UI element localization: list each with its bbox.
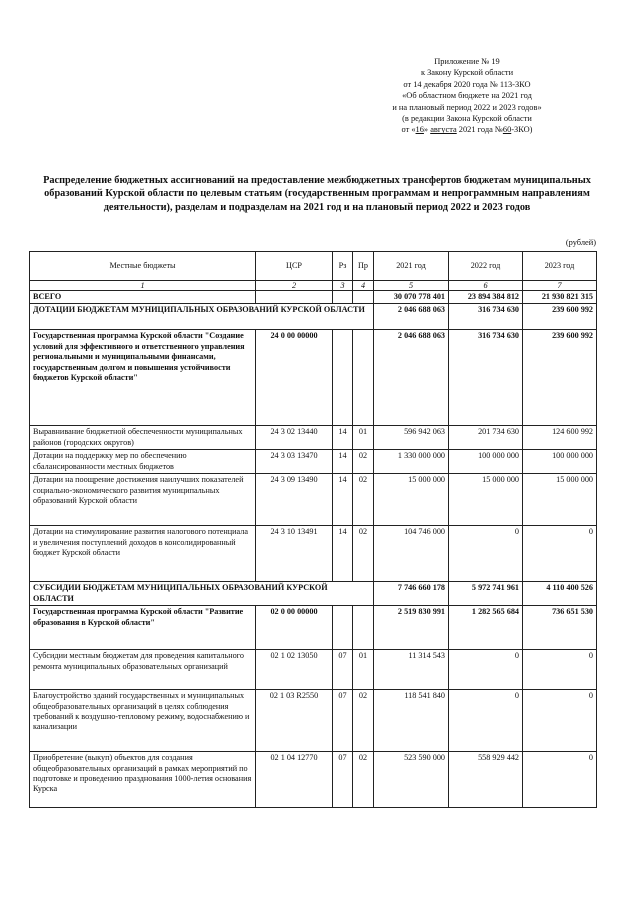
table-row [30,650,597,690]
cell-2022: 15 000 000 [449,474,523,526]
cell-2021: 30 070 778 401 [374,291,449,304]
cell-2021: 2 519 830 991 [374,606,449,650]
cell-2022: 316 734 630 [449,330,523,426]
cell-rz [333,330,353,426]
amendment-year: 2021 года № [456,125,503,135]
column-number: 5 [374,281,449,291]
cell-2023: 0 [523,690,597,752]
table-row [30,690,597,752]
cell-2021: 1 330 000 000 [374,450,449,474]
cell-2023: 4 110 400 526 [523,582,597,606]
cell-name: Государственная программа Курской области "Создание условий для эффективного и ответственного управления региональными и муниципальными финансами, государственным долгом и повышения устойчивости бюджетов Курской области" [30,330,256,426]
cell-2022: 0 [449,526,523,582]
header-csr: ЦСР [256,252,333,281]
cell-csr: 02 1 03 R2550 [256,690,333,752]
table-row [30,450,597,474]
cell-pr [353,606,374,650]
cell-2023: 0 [523,752,597,808]
column-number: 1 [30,281,256,291]
cell-rz: 07 [333,650,353,690]
cell-2022: 0 [449,650,523,690]
cell-csr: 24 3 09 13490 [256,474,333,526]
cell-2022: 100 000 000 [449,450,523,474]
column-numbers-row [30,281,597,291]
cell-name: ДОТАЦИИ БЮДЖЕТАМ МУНИЦИПАЛЬНЫХ ОБРАЗОВАНИЙ КУРСКОЙ ОБЛАСТИ [30,304,374,330]
cell-rz: 07 [333,752,353,808]
cell-2023: 239 600 992 [523,330,597,426]
cell-2021: 118 541 840 [374,690,449,752]
cell-2021: 2 046 688 063 [374,304,449,330]
cell-name: Дотации на поддержку мер по обеспечению сбалансированности местных бюджетов [30,450,256,474]
appendix-line: от 14 декабря 2020 года № 113-ЗКО [403,79,531,89]
column-number: 4 [353,281,374,291]
column-number: 3 [333,281,353,291]
table-header-row [30,252,597,281]
cell-2021: 596 942 063 [374,426,449,450]
cell-csr: 02 0 00 00000 [256,606,333,650]
amendment-day: 16 [415,125,424,135]
cell-rz [333,606,353,650]
cell-csr [256,291,333,304]
appendix-line: (в редакции Закона Курской области [402,114,532,124]
cell-csr: 02 1 04 12770 [256,752,333,808]
appendix-line: Приложение № 19 [434,57,500,66]
cell-2023: 15 000 000 [523,474,597,526]
cell-2022: 23 894 384 812 [449,291,523,304]
header-2022: 2022 год [449,252,523,281]
cell-name: Благоустройство зданий государственных и муниципальных общеобразовательных организаций в целях соблюдения требований к воздушно-тепловому режиму, водоснабжению и канализации [30,690,256,752]
cell-2023: 100 000 000 [523,450,597,474]
table-row [30,752,597,808]
cell-2021: 15 000 000 [374,474,449,526]
amendment-suffix: -ЗКО) [511,125,533,135]
cell-pr: 02 [353,690,374,752]
cell-2023: 124 600 992 [523,426,597,450]
cell-rz: 14 [333,450,353,474]
table-row [30,304,597,330]
cell-name: Выравнивание бюджетной обеспеченности муниципальных районов (городских округов) [30,426,256,450]
amendment-prefix: от « [401,125,416,135]
table-row [30,526,597,582]
cell-pr [353,291,374,304]
cell-name: Субсидии местным бюджетам для проведения капитального ремонта муниципальных образовательных организаций [30,650,256,690]
cell-2022: 5 972 741 961 [449,582,523,606]
budget-table [29,251,597,808]
table-row [30,330,597,426]
cell-2023: 21 930 821 315 [523,291,597,304]
cell-2022: 558 929 442 [449,752,523,808]
cell-pr [353,330,374,426]
amendment-mid: » [423,125,431,135]
cell-csr: 02 1 02 13050 [256,650,333,690]
amendment-month: августа [430,125,457,135]
table-row [30,606,597,650]
table-row [30,474,597,526]
appendix-line: и на плановый период 2022 и 2023 годов» [392,102,542,112]
table-body [30,291,597,808]
appendix-line: «Об областном бюджете на 2021 год [402,91,532,101]
cell-2023: 239 600 992 [523,304,597,330]
cell-rz: 07 [333,690,353,752]
header-2021: 2021 год [374,252,449,281]
appendix-header [360,56,574,136]
cell-2022: 1 282 565 684 [449,606,523,650]
cell-name: СУБСИДИИ БЮДЖЕТАМ МУНИЦИПАЛЬНЫХ ОБРАЗОВАНИЙ КУРСКОЙ ОБЛАСТИ [30,582,374,606]
cell-csr: 24 3 10 13491 [256,526,333,582]
header-pr: Пр [353,252,374,281]
cell-rz: 14 [333,474,353,526]
column-number: 2 [256,281,333,291]
amendment-number: 60 [502,125,512,135]
cell-name: Дотации на поощрение достижения наилучших показателей социально-экономического развития муниципальных образований Курской области [30,474,256,526]
cell-2021: 523 590 000 [374,752,449,808]
header-2023: 2023 год [523,252,597,281]
cell-2023: 0 [523,526,597,582]
document-title: Распределение бюджетных ассигнований на предоставление межбюджетных трансфертов бюджетам муниципальных образований Курской области по целевым статьям (государственным программам и непрограммным направлениям деятельности), разделам и подразделам на 2021 год и на плановый период 2022 и 2023 годов [43,175,591,213]
cell-2021: 7 746 660 178 [374,582,449,606]
cell-csr: 24 3 02 13440 [256,426,333,450]
cell-name: Приобретение (выкуп) объектов для создания общеобразовательных организаций в рамках мероприятий по подготовке и проведению празднования 1000-летия основания Курска [30,752,256,808]
cell-2022: 0 [449,690,523,752]
cell-csr: 24 0 00 00000 [256,330,333,426]
header-local-budgets: Местные бюджеты [30,252,256,281]
table-row [30,426,597,450]
column-number: 6 [449,281,523,291]
table-row [30,291,597,304]
cell-rz: 14 [333,526,353,582]
cell-rz [333,291,353,304]
cell-2022: 316 734 630 [449,304,523,330]
cell-2021: 104 746 000 [374,526,449,582]
cell-rz: 14 [333,426,353,450]
table-row [30,582,597,606]
cell-pr: 02 [353,752,374,808]
cell-name: Государственная программа Курской области "Развитие образования в Курской области" [30,606,256,650]
cell-name: Дотации на стимулирование развития налогового потенциала и увеличения поступлений доходов в консолидированный бюджет Курской области [30,526,256,582]
cell-name: ВСЕГО [30,291,256,304]
cell-2023: 0 [523,650,597,690]
appendix-amendment-line [360,124,574,135]
appendix-line: к Закону Курской области [420,68,514,78]
cell-2021: 2 046 688 063 [374,330,449,426]
cell-pr: 02 [353,450,374,474]
cell-2021: 11 314 543 [374,650,449,690]
cell-2022: 201 734 630 [449,426,523,450]
units-label: (рублей) [565,238,596,247]
cell-pr: 02 [353,526,374,582]
cell-pr: 02 [353,474,374,526]
column-number: 7 [523,281,597,291]
cell-2023: 736 651 530 [523,606,597,650]
cell-pr: 01 [353,426,374,450]
cell-csr: 24 3 03 13470 [256,450,333,474]
cell-pr: 01 [353,650,374,690]
header-rz: Рз [333,252,353,281]
